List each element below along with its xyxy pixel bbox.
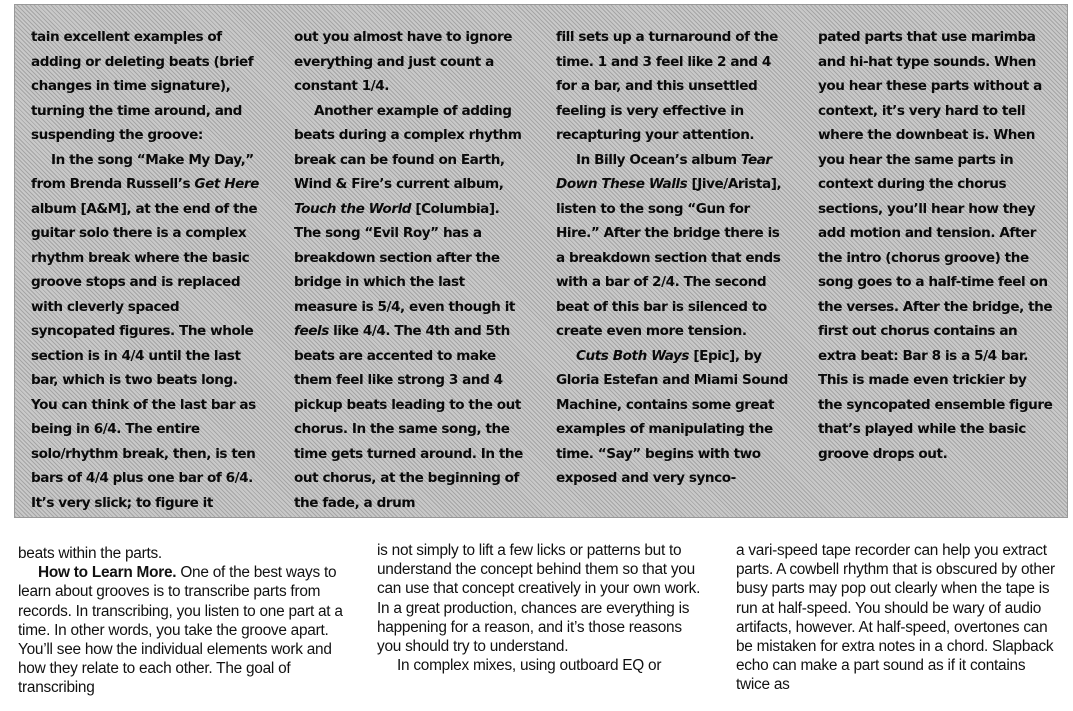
sidebar-paragraph [556, 25, 792, 148]
sidebar-text: fill sets up a turnaround of the time. 1 and 3 feel like 2 and 4 for a bar, and this unsettled feeling is very effective in recapturing your attention. [556, 29, 778, 143]
sidebar-paragraph [818, 25, 1054, 466]
sidebar-paragraph [294, 25, 530, 99]
sidebar-text: [Jive/Arista], listen to the song “Gun for Hire.” After the bridge there is a breakdown section that ends with a bar of 2/4. The second beat of this bar is silenced to create even more tension. [556, 176, 782, 339]
body-paragraph [18, 563, 345, 697]
body-paragraph [736, 541, 1056, 695]
sidebar-text: pated parts that use marimba and hi-hat type sounds. When you hear these parts without a context, it’s very hard to tell where the downbeat is. When you hear the same parts in context during the chorus sections, you’ll hear how they add motion and tension. After the intro (chorus groove) the song goes to a half-time feel on the verses. After the bridge, the first out chorus contains an extra beat: Bar 8 is a 5/4 bar. This is made even trickier by the syncopated ensemble figure that’s played while the basic groove drops out. [818, 29, 1053, 462]
album-title: Touch the World [294, 200, 412, 217]
sidebar-text: like 4/4. The 4th and 5th beats are accented to make them feel like strong 3 and 4 pickup beats leading to the out chorus. In the same song, the time gets turned around. In the out chorus, at the beginning of the fade, a drum [294, 323, 523, 511]
body-text: In complex mixes, using outboard EQ or [397, 657, 662, 675]
emphasis-text: feels [294, 323, 329, 339]
sidebar-paragraph [556, 148, 792, 344]
sidebar-text: [Epic], by Gloria Estefan and Miami Sound Machine, contains some great examples of manipulating the time. “Say” begins with two exposed and very synco- [556, 347, 788, 486]
sidebar-paragraph [31, 25, 267, 148]
sidebar-paragraph [294, 99, 530, 516]
sidebar-text: album [A&M], at the end of the guitar solo there is a complex rhythm break where the basic groove stops and is replaced with cleverly spaced syncopated figures. The whole section is in 4/4 until the last bar, which is two beats long. You can think of the last bar as being in 6/4. The entire solo/rhythm break, then, is ten bars of 4/4 plus one bar of 6/4. It’s very slick; to figure it [31, 200, 258, 511]
sidebar-text: Another example of adding beats during a complex rhythm break can be found on Earth, Wind & Fire’s current album, [294, 102, 522, 192]
album-title: Cuts Both Ways [576, 347, 690, 364]
sidebar-text: In the song “Make My Day,” from Brenda Russell’s [31, 151, 254, 192]
body-column-3 [736, 541, 1056, 695]
sidebar-box [14, 4, 1068, 518]
sidebar-column-4 [818, 25, 1054, 466]
body-text: One of the best ways to learn about grooves is to transcribe parts from records. In transcribing, you listen to one part at a time. In other words, you take the groove apart. You’ll see how the individual elements work and how they relate to each other. The goal of transcribing [18, 564, 343, 697]
section-heading: How to Learn More. [38, 564, 177, 582]
sidebar-text: In Billy Ocean’s album [576, 151, 741, 168]
body-paragraph [377, 656, 707, 675]
sidebar-paragraph [31, 148, 267, 516]
body-text: beats within the parts. [18, 545, 162, 562]
sidebar-text: out you almost have to ignore everything and just count a constant 1/4. [294, 29, 513, 94]
sidebar-text: tain excellent examples of adding or deleting beats (brief changes in time signature), turning the time around, and suspending the groove: [31, 29, 254, 143]
body-column-2 [377, 541, 707, 675]
album-title: Tear Down These Walls [556, 151, 772, 192]
body-paragraph [18, 544, 345, 563]
body-paragraph [377, 541, 707, 656]
sidebar-column-1 [31, 25, 267, 515]
sidebar-column-3 [556, 25, 792, 491]
body-column-1 [18, 544, 345, 698]
sidebar-column-2 [294, 25, 530, 515]
body-text: is not simply to lift a few licks or patterns but to understand the concept behind them so that you can use that concept creatively in your own work. In a great production, chances are everything is happening for a reason, and it’s those reasons you should try to understand. [377, 542, 701, 656]
album-title: Get Here [194, 176, 259, 192]
sidebar-paragraph [556, 344, 792, 491]
body-text: a vari-speed tape recorder can help you extract parts. A cowbell rhythm that is obscured by other busy parts may pop out clearly when the tape is run at half-speed. You should be wary of audio artifacts, however. At half-speed, overtones can be mistaken for extra notes in a chord. Slapback echo can make a part sound as if it contains twice as [736, 542, 1055, 694]
sidebar-text: [Columbia]. The song “Evil Roy” has a breakdown section after the bridge in which the last measure is 5/4, even though it [294, 200, 515, 315]
